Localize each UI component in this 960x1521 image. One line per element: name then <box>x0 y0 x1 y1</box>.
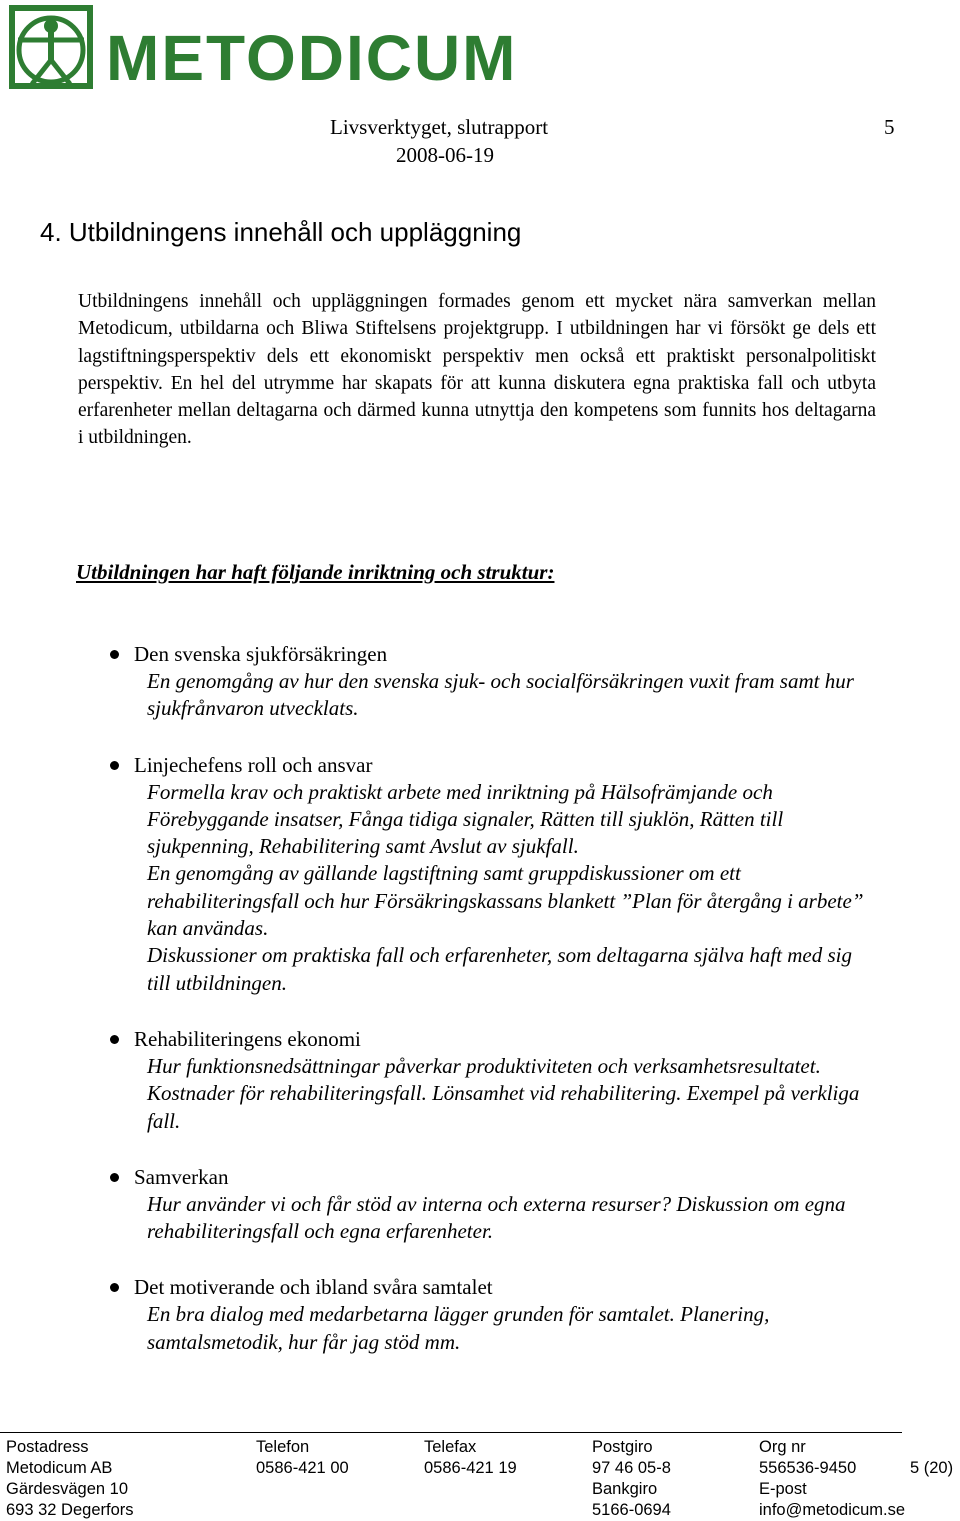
footer-label: Telefax <box>424 1438 477 1456</box>
description-text: Diskussioner om praktiska fall och erfarenheter, som deltagarna själva haft med sig till utbildningen. <box>147 943 852 995</box>
structure-subheading: Utbildningen har haft följande inriktning och struktur: <box>76 560 555 584</box>
list-item-description <box>134 1191 877 1246</box>
footer-value: 97 46 05-8 <box>592 1459 671 1477</box>
description-text: En genomgång av hur den svenska sjuk- och socialförsäkringen vuxit fram samt hur sjukfrånvaron utvecklats. <box>147 669 854 721</box>
footer-value: 0586-421 19 <box>424 1459 517 1477</box>
list-item-description <box>134 668 877 723</box>
footer-page-count: 5 (20) <box>910 1459 954 1477</box>
footer-postadress <box>6 1437 134 1521</box>
document-date: 2008-06-19 <box>396 143 494 167</box>
footer-label: Telefon <box>256 1438 310 1456</box>
footer-label: E-post <box>759 1480 807 1498</box>
description-text: En bra dialog med medarbetarna lägger grunden för samtalet. Planering, samtalsmetodik, hur får jag stöd mm. <box>147 1302 770 1354</box>
course-structure-list <box>0 640 960 1384</box>
footer-postgiro <box>592 1437 671 1521</box>
footer-value: 5166-0694 <box>592 1501 671 1519</box>
bullet-icon <box>110 650 119 659</box>
bullet-icon <box>110 1283 119 1292</box>
footer-label: Postadress <box>6 1438 89 1456</box>
document-title: Livsverktyget, slutrapport <box>330 115 549 139</box>
metodicum-logo <box>8 4 518 94</box>
footer-value: 693 32 Degerfors <box>6 1501 134 1519</box>
logo-text: METODICUM <box>106 22 518 94</box>
list-item-description <box>134 1301 877 1356</box>
list-item <box>0 640 960 723</box>
footer-value: 0586-421 00 <box>256 1459 349 1477</box>
bullet-icon <box>110 1035 119 1044</box>
list-item-title: Samverkan <box>134 1164 229 1189</box>
footer-label: Bankgiro <box>592 1480 658 1498</box>
vitruvian-man-icon <box>8 4 94 90</box>
description-text: Hur använder vi och får stöd av interna och externa resurser? Diskussion om egna rehabiliteringsfall och egna erfarenheter. <box>147 1191 846 1244</box>
list-item-description <box>134 779 877 997</box>
section-heading: 4. Utbildningens innehåll och uppläggning <box>40 217 522 247</box>
footer-divider <box>0 1432 902 1433</box>
list-item <box>0 1273 960 1356</box>
list-item-title: Den svenska sjukförsäkringen <box>134 642 388 666</box>
footer-telefon <box>256 1437 349 1479</box>
list-item <box>0 1163 960 1246</box>
footer-value: Gärdesvägen 10 <box>6 1480 129 1498</box>
header-page-number: 5 <box>884 115 895 139</box>
list-item-description <box>134 1053 877 1135</box>
list-item-title: Rehabiliteringens ekonomi <box>134 1026 361 1051</box>
list-item-title: Det motiverande och ibland svåra samtalet <box>134 1275 493 1300</box>
footer-value: 556536-9450 <box>759 1459 857 1477</box>
list-item-title: Linjechefens roll och ansvar <box>134 752 373 777</box>
bullet-icon <box>110 1173 119 1182</box>
description-text: Hur funktionsnedsättningar påverkar produktiviteten och verksamhetsresultatet. Kostnader för rehabiliteringsfall. Lönsamhet vid rehabilitering. Exempel på verkliga fall. <box>147 1053 860 1133</box>
footer-email[interactable]: info@metodicum.se <box>759 1501 906 1519</box>
description-text: En genomgång av gällande lagstiftning samt gruppdiskussioner om ett rehabiliteringsfall och hur Försäkringskassans blankett ”Plan för återgång i arbete” kan användas. <box>147 861 864 941</box>
description-text: Formella krav och praktiskt arbete med inriktning på Hälsofrämjande och Förebyggande insatser, Fånga tidiga signaler, Rätten till sjuklön, Rätten till sjukpenning, Rehabilitering samt Avslut av sjukfall. <box>147 779 784 859</box>
footer-value: Metodicum AB <box>6 1459 113 1477</box>
footer-orgnr <box>759 1437 905 1521</box>
intro-paragraph: Utbildningens innehåll och uppläggningen formades genom ett mycket nära samverkan mellan Metodicum, utbildarna och Bliwa Stiftelsens projektgrupp. I utbildningen har vi försökt ge dels ett lagstiftningsperspektiv dels ett ekonomiskt perspektiv men också ett praktiskt personalpolitiskt perspektiv. En hel del utrymme har skapats för att kunna diskutera egna praktiska fall och utbyta erfarenheter mellan deltagarna och därmed kunna utnyttja den kompetens som funnits hos deltagarna i utbildningen. <box>78 291 876 449</box>
footer-label: Org nr <box>759 1438 806 1456</box>
list-item <box>0 751 960 997</box>
footer-telefax <box>424 1437 517 1479</box>
bullet-icon <box>110 761 119 770</box>
footer-label: Postgiro <box>592 1438 653 1456</box>
list-item <box>0 1025 960 1135</box>
